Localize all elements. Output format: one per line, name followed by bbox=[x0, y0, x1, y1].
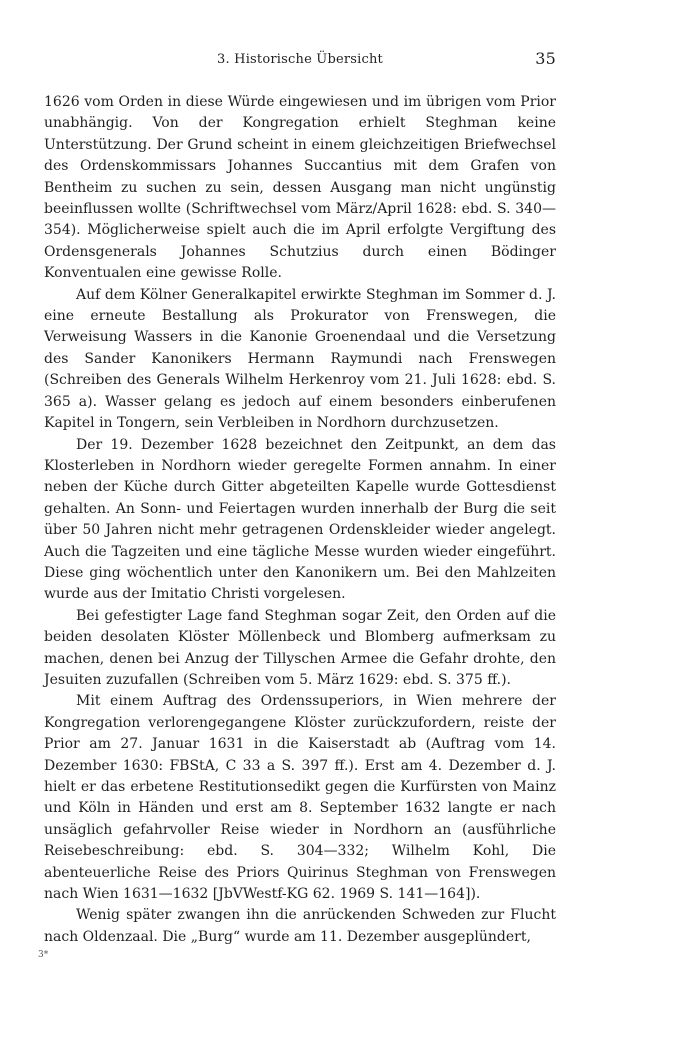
paragraph: 1626 vom Orden in diese Würde eingewiesen und im übrigen vom Prior unabhängig. Von der Kongregation erhielt Steghman keine Unterstützung. Der Grund scheint in einem gleichzeitigen Briefwechsel des Ordenskommissars Johannes Succantius mit dem Grafen von Bentheim zu suchen zu sein, dessen Ausgang man nicht ungünstig beeinflussen wollte (Schriftwechsel vom März/April 1628: ebd. S. 340—354). Möglicherweise spielt auch die im April erfolgte Vergiftung des Ordensgenerals Johannes Schutzius durch einen Bödinger Konventualen eine gewisse Rolle. bbox=[44, 94, 556, 282]
paragraph: Der 19. Dezember 1628 bezeichnet den Zeitpunkt, an dem das Klosterleben in Nordhorn wieder geregelte Formen annahm. In einer neben der Küche durch Gitter abgeteilten Kapelle wurde Gottesdienst gehalten. An Sonn- und Feiertagen wurden innerhalb der Burg die seit über 50 Jahren nicht mehr getragenen Ordenskleider wieder angelegt. Auch die Tagzeiten und eine tägliche Messe wurden wieder eingeführt. Diese ging wöchentlich unter den Kanonikern um. Bei den Mahlzeiten wurde aus der Imitatio Christi vorgelesen. bbox=[44, 436, 556, 603]
paragraph: Wenig später zwangen ihn die anrückenden Schweden zur Flucht nach Oldenzaal. Die „Burg“ wurde am 11. Dezember ausgeplündert, bbox=[44, 907, 556, 945]
paragraph: Bei gefestigter Lage fand Steghman sogar Zeit, den Orden auf die beiden desolaten Klöster Möllenbeck und Blomberg aufmerksam zu machen, denen bei Anzug der Tillyschen Armee die Gefahr drohte, den Jesuiten zuzufallen (Schreiben vom 5. März 1629: ebd. S. 375 ff.). bbox=[44, 607, 556, 688]
page-number: 35 bbox=[535, 49, 556, 68]
paragraph: Auf dem Kölner Generalkapitel erwirkte Steghman im Sommer d. J. eine erneute Bestallung als Prokurator von Frenswegen, die Verweisung Wassers in die Kanonie Groenendaal und die Versetzung des Sander Kanonikers Hermann Raymundi nach Frenswegen (Schreiben des Generals Wilhelm Herkenroy vom 21. Juli 1628: ebd. S. 365 a). Wasser gelang es jedoch auf einem besonders einberufenen Kapitel in Tongern, sein Verbleiben in Nordhorn durchzusetzen. bbox=[44, 286, 556, 432]
body-text bbox=[44, 92, 556, 948]
running-title: 3. Historische Übersicht bbox=[217, 52, 383, 67]
paragraph: Mit einem Auftrag des Ordenssuperiors, in Wien mehrere der Kongregation verlorengegangene Klöster zurückzufordern, reiste der Prior am 27. Januar 1631 in die Kaiserstadt ab (Auftrag vom 14. Dezember 1630: FBStA, C 33 a S. 397 ff.). Erst am 4. Dezember d. J. hielt er das erbetene Restitutionsedikt gegen die Kurfürsten von Mainz und Köln in Händen und erst am 8. September 1632 langte er nach unsäglich gefahrvoller Reise wieder in Nordhorn an (ausführliche Reisebeschreibung: ebd. S. 304—332; Wilhelm Kohl, Die abenteuerliche Reise des Priors Quirinus Steghman von Frenswegen nach Wien 1631—1632 [JbVWestf-KG 62. 1969 S. 141—164]). bbox=[44, 693, 556, 903]
signature-mark: 3* bbox=[38, 950, 49, 960]
